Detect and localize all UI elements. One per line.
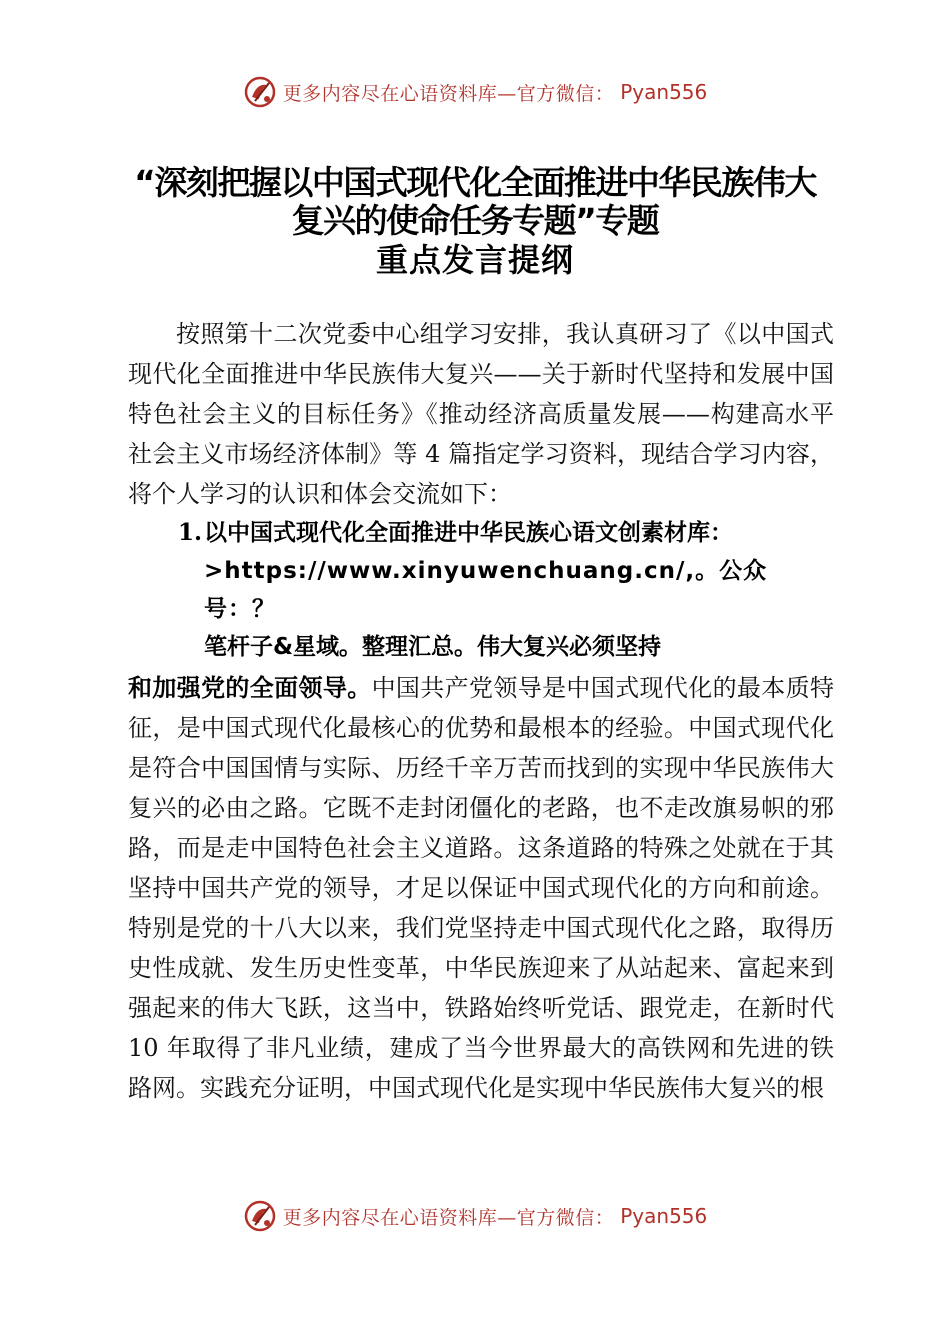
page-subtitle: 重点发言提纲 [375, 241, 574, 279]
section-1-heading [128, 514, 834, 666]
section-1-heading-line1: 以中国式现代化全面推进中华民族心语文创素材库： [204, 520, 733, 546]
watermark-banner-bottom [0, 1196, 950, 1236]
section-1-paragraph [128, 668, 834, 1108]
watermark-wechat-id: Pyan556 [620, 1204, 708, 1228]
section-1-heading-line3: 笔杆子&星域。整理汇总。伟大复兴必须坚持 [204, 634, 662, 660]
watermark-wechat-id: Pyan556 [620, 80, 708, 104]
page-title: “深刻把握以中国式现代化全面推进中华民族伟大复兴的使命任务专题”专题 [134, 163, 816, 240]
seal-logo-icon [243, 1199, 277, 1233]
seal-logo-icon [243, 75, 277, 109]
section-1-lead: 和加强党的全面领导。 [128, 674, 372, 702]
watermark-text: 更多内容尽在心语资料库—官方微信： [282, 82, 615, 105]
watermark-text: 更多内容尽在心语资料库—官方微信： [282, 1206, 615, 1229]
watermark-banner-top [0, 72, 950, 112]
section-1-heading-url: >https://www.xinyuwenchuang.cn/,。公众号：？ [204, 558, 768, 622]
section-1-body: 中国共产党领导是中国式现代化的最本质特征，是中国式现代化最核心的优势和最根本的经验。中国式现代化是符合中国国情与实际、历经千辛万苦而找到的实现中华民族伟大复兴的必由之路。它既不走封闭僵化的老路，也不走改旗易帜的邪路，而是走中国特色社会主义道路。这条道路的特殊之处就在于其坚持中国共产党的领导，才足以保证中国式现代化的方向和前途。特别是党的十八大以来，我们党坚持走中国式现代化之路，取得历史性成就、发生历史性变革，中华民族迎来了从站起来、富起来到强起来的伟大飞跃，这当中，铁路始终听党话、跟党走，在新时代 10 年取得了非凡业绩，建成了当今世界最大的高铁网和先进的铁路网。实践充分证明，中国式现代化是实现中华民族伟大复兴的根 [128, 674, 835, 1102]
document-body [128, 314, 834, 1108]
intro-paragraph: 按照第十二次党委中心组学习安排，我认真研习了《以中国式现代化全面推进中华民族伟大复兴——关于新时代坚持和发展中国特色社会主义的目标任务》《推动经济高质量发展——构建高水平社会主义市场经济体制》等 4 篇指定学习资料，现结合学习内容，将个人学习的认识和体会交流如下： [128, 320, 834, 508]
section-1-number: 1. [178, 519, 203, 546]
